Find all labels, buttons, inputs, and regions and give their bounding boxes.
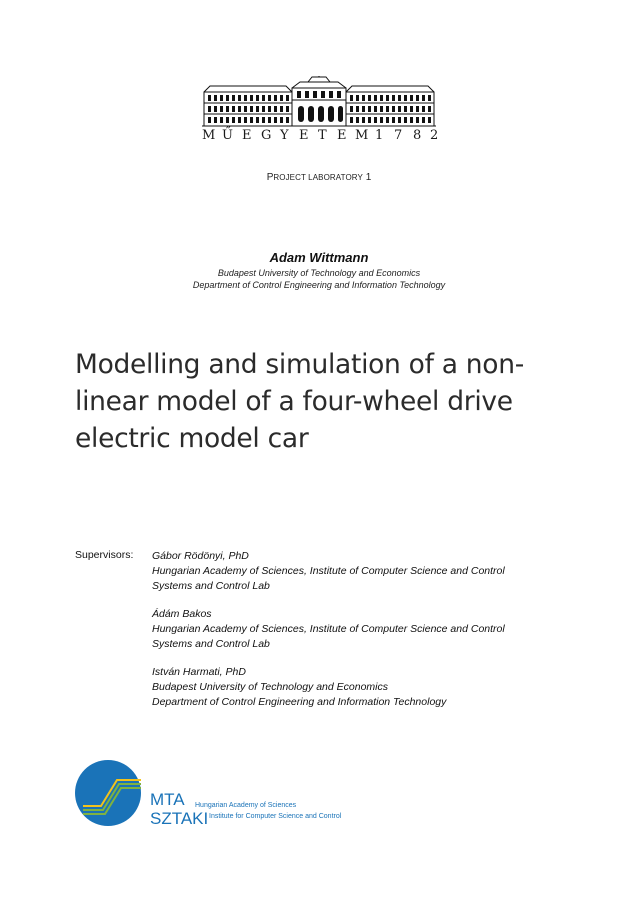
sztaki-emblem-icon — [75, 758, 375, 828]
title-line: Modelling and simulation of a non- — [75, 349, 524, 380]
building-illustration-icon — [200, 76, 438, 128]
title-line: electric model car — [75, 423, 309, 454]
supervisor-affiliation: Hungarian Academy of Sciences, Institute of Computer Science and Control — [152, 565, 505, 577]
sztaki-logo — [75, 758, 375, 828]
wordmark-letter: 2 — [430, 128, 439, 143]
wordmark-letter: E — [242, 128, 252, 143]
wordmark-letter: G — [261, 128, 272, 143]
wordmark-letter: 7 — [394, 128, 403, 143]
supervisor-name: István Harmati, PhD — [152, 666, 246, 678]
sztaki-caption-institute: Institute for Computer Science and Control — [209, 813, 342, 820]
author-name: Adam Wittmann — [269, 250, 369, 265]
supervisor-affiliation: Systems and Control Lab — [152, 638, 270, 650]
author-affiliation-department: Department of Control Engineering and Information Technology — [192, 280, 446, 290]
supervisor-affiliation: Department of Control Engineering and Information Technology — [152, 696, 447, 708]
supervisor-entry — [152, 549, 552, 594]
wordmark-letter: M — [355, 128, 369, 143]
supervisor-affiliation: Hungarian Academy of Sciences, Institute of Computer Science and Control — [152, 623, 505, 635]
sztaki-mark-mta: MTA — [150, 790, 185, 809]
sztaki-mark-sztaki: SZTAKI — [150, 809, 209, 828]
wordmark-letter: Ű — [222, 128, 233, 143]
wordmark-letter: E — [299, 128, 309, 143]
supervisor-affiliation: Budapest University of Technology and Economics — [152, 681, 388, 693]
wordmark-letter: T — [318, 128, 327, 143]
university-wordmark — [200, 128, 438, 146]
wordmark-letter: Y — [280, 128, 289, 143]
supervisor-affiliation: Systems and Control Lab — [152, 580, 270, 592]
supervisor-entry — [152, 607, 552, 652]
wordmark-letter: E — [337, 128, 347, 143]
author-affiliation-university: Budapest University of Technology and Economics — [217, 268, 421, 278]
supervisor-name: Gábor Rödönyi, PhD — [152, 550, 249, 562]
wordmark-letter: M — [202, 128, 216, 143]
document-title — [75, 346, 565, 457]
wordmark-letter: 1 — [375, 128, 384, 143]
wordmark-letter: 8 — [413, 128, 422, 143]
supervisors-label: Supervisors: — [75, 549, 134, 561]
document-type: PROJECT LABORATORY 1 — [266, 172, 372, 183]
sztaki-caption-academy: Hungarian Academy of Sciences — [195, 802, 297, 809]
title-line: linear model of a four-wheel drive — [75, 386, 513, 417]
supervisor-name: Ádám Bakos — [152, 608, 212, 620]
supervisor-entry — [152, 665, 552, 710]
